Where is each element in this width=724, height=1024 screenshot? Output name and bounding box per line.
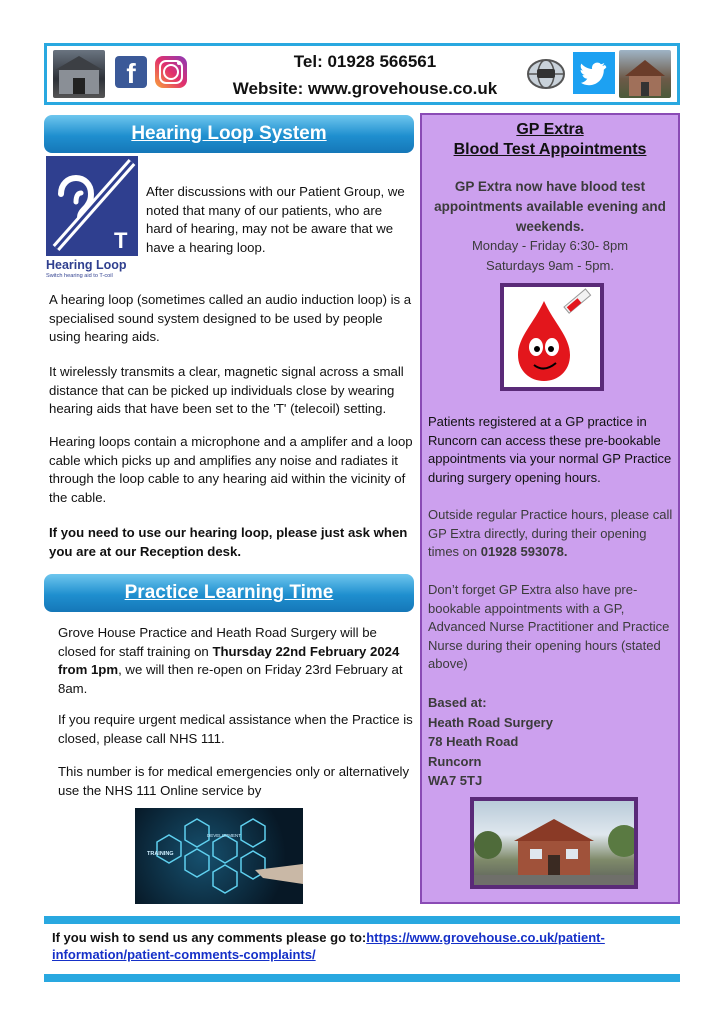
web-globe-icon[interactable] xyxy=(525,56,567,92)
comments-complaints-link[interactable]: https://www.grovehouse.co.uk/patient-information/patient-comments-complaints/ xyxy=(52,930,605,962)
building-photo-left xyxy=(53,50,105,98)
gp-extra-panel xyxy=(420,113,680,904)
image-label-training: TRAINING xyxy=(147,851,174,857)
logo-letter: T xyxy=(114,228,128,253)
address-line-1: Heath Road Surgery xyxy=(428,714,553,730)
blood-drop-image xyxy=(500,283,604,391)
gp-hours-saturday: Saturdays 9am - 5pm. xyxy=(486,258,614,273)
logo-subtitle: Switch hearing aid to T-coil xyxy=(46,273,113,279)
hearing-loop-heading: Hearing Loop System xyxy=(44,115,414,153)
footer-text: If you wish to send us any comments please go to: xyxy=(52,930,367,945)
hearing-para-2: It wirelessly transmits a clear, magnetic signal across a small distance that can be picked up individuals close by wearing hearing aids that have been set to the 'T' (telecoil) setting. xyxy=(49,364,404,417)
gp-title-2: Blood Test Appointments xyxy=(453,141,647,158)
surgery-building-photo xyxy=(470,797,638,889)
hearing-para-4: If you need to use our hearing loop, please just ask when you are at our Reception desk. xyxy=(49,525,408,559)
website-address[interactable]: Website: www.grovehouse.co.uk xyxy=(232,79,498,98)
learning-para-1a: Grove House Practice and Heath Road Surgery will be closed for staff training on xyxy=(58,625,377,659)
blood-drop-icon xyxy=(504,287,600,387)
hearing-para-1: A hearing loop (sometimes called an audio induction loop) is a specialised sound system designed to be used by people using hearing aids. xyxy=(49,292,412,345)
gp-phone-number[interactable]: 01928 593078. xyxy=(480,544,568,560)
hearing-intro: After discussions with our Patient Group, we noted that many of our patients, who are hard of hearing, may not be aware that we have a hearing loop. xyxy=(146,184,405,255)
twitter-icon[interactable] xyxy=(573,52,615,94)
image-label-development: DEVELOPMENT xyxy=(207,833,242,838)
address-label: Based at: xyxy=(428,695,487,710)
training-image xyxy=(135,808,303,904)
telephone-number: Tel: 01928 566561 xyxy=(293,52,437,71)
gp-para-2 xyxy=(428,506,676,562)
footer-top-bar xyxy=(44,916,680,924)
footer-comments xyxy=(52,929,672,963)
gp-hours-weekday: Monday - Friday 6:30- 8pm xyxy=(471,238,629,253)
footer-bottom-bar xyxy=(44,974,680,982)
learning-para-2: If you require urgent medical assistance when the Practice is closed, please call NHS 111. xyxy=(58,712,413,746)
address-line-2: 78 Heath Road xyxy=(428,734,519,749)
hearing-para-3: Hearing loops contain a microphone and a amplifer and a loop cable which picks up and amplifies any noise and radiates it through the loop cable to any hearing aid within the vicinity of the cable. xyxy=(49,434,413,505)
gp-para-1: Patients registered at a GP practice in Runcorn can access these pre-bookable appointments via your normal GP Practice during surgery opening hours. xyxy=(428,414,672,485)
address-line-4: WA7 5TJ xyxy=(428,773,483,788)
facebook-icon[interactable]: f xyxy=(115,56,147,88)
learning-para-1c: , we will then re-open on Friday 23rd February at 8am. xyxy=(58,662,403,696)
hearing-loop-logo xyxy=(46,156,138,278)
practice-learning-heading: Practice Learning Time xyxy=(44,574,414,612)
learning-para-1 xyxy=(58,624,414,698)
instagram-icon[interactable] xyxy=(155,56,187,88)
header-box xyxy=(44,43,680,105)
address-line-3: Runcorn xyxy=(428,753,482,769)
gp-address xyxy=(428,693,676,791)
learning-closure-date: Thursday 22nd February 2024 from 1pm xyxy=(58,643,400,678)
building-photo-right xyxy=(619,50,671,98)
logo-title: Hearing Loop xyxy=(46,258,127,272)
gp-para-2a: Outside regular Practice hours, please call GP Extra directly, during their opening times on xyxy=(428,507,673,560)
gp-title-1: GP Extra xyxy=(516,121,584,138)
gp-headline: GP Extra now have blood test appointments available evening and weekends. xyxy=(434,179,666,234)
learning-para-3: This number is for medical emergencies only or alternatively use the NHS 111 Online service by xyxy=(58,764,410,798)
gp-para-3: Don’t forget GP Extra also have pre-bookable appointments with a GP, Advanced Nurse Practitioner and Practice Nurse during their opening hours (stated above) xyxy=(428,582,670,672)
